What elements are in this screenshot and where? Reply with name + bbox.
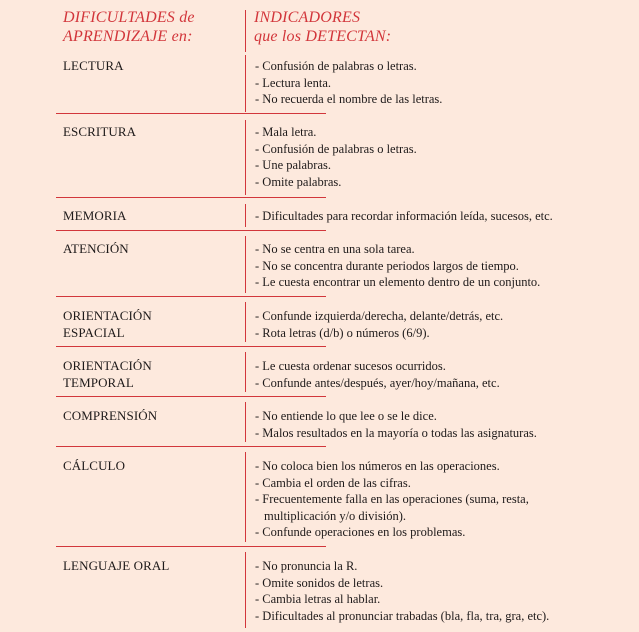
column-divider [245,10,246,52]
row-separator [56,230,326,231]
difficulty-label [63,458,238,475]
indicator-item: - Lectura lenta. [255,75,331,90]
row-separator [56,546,326,547]
indicator-item: - No se centra en una sola tarea. [255,242,415,256]
difficulty-label-line: ESCRITURA [63,124,137,139]
indicator-item: - Frecuentemente falla en las operaciones (suma, resta, [255,492,529,507]
indicator-item: - Cambia letras al hablar. [255,592,381,607]
column-divider [245,452,246,542]
column-divider [245,552,246,628]
indicator-item: - Rota letras (d/b) o números (6/9). [255,325,430,340]
column-divider [245,55,246,112]
indicator-item: - No entiende lo que lee o se le dice. [255,409,437,423]
indicator-item: - Confusión de palabras o letras. [255,141,417,156]
column-divider [245,236,246,293]
indicator-list [255,241,595,291]
difficulty-label [63,308,238,341]
difficulty-label-line: COMPRENSIÓN [63,408,158,423]
difficulty-label-line: LENGUAJE ORAL [63,558,170,573]
indicator-item: - Confunde operaciones en los problemas. [255,525,466,540]
row-separator [56,346,326,347]
indicator-item: - Une palabras. [255,158,332,173]
column-divider [245,302,246,342]
difficulty-label-line: CÁLCULO [63,458,126,473]
difficulty-label-line: ATENCIÓN [63,241,129,256]
indicator-item: - No pronuncia la R. [255,559,358,573]
indicator-list [255,358,595,391]
header-difficulties-line: APRENDIZAJE en: [63,28,193,45]
indicator-item: - No recuerda el nombre de las letras. [255,92,443,107]
indicator-item: - Confunde antes/después, ayer/hoy/mañana, etc. [255,375,500,390]
header-indicators [254,8,574,46]
column-divider [245,204,246,227]
indicator-item: - Malos resultados en la mayoría o todas las asignaturas. [255,425,537,440]
difficulty-label [63,124,238,141]
indicator-item: - Le cuesta encontrar un elemento dentro de un conjunto. [255,275,541,290]
difficulty-label-line: ORIENTACIÓN [63,358,152,373]
difficulty-label-line: MEMORIA [63,208,127,223]
indicator-item: - Mala letra. [255,125,317,139]
row-separator [56,113,326,114]
difficulty-label [63,408,238,425]
indicator-item: - Omite sonidos de letras. [255,575,384,590]
indicator-item: - Cambia el orden de las cifras. [255,475,411,490]
indicator-item: - Confusión de palabras o letras. [255,59,417,73]
column-divider [245,352,246,392]
indicator-list [255,408,595,441]
difficulty-label [63,241,238,258]
row-separator [56,396,326,397]
column-divider [245,120,246,195]
indicator-item-continuation: multiplicación y/o división). [264,508,406,523]
header-indicators-line: INDICADORES [254,9,361,26]
difficulty-label-line: ESPACIAL [63,324,125,340]
indicator-item: - No coloca bien los números en las operaciones. [255,459,500,473]
difficulty-label [63,58,238,75]
indicator-list [255,208,595,225]
table-header [0,8,639,54]
indicator-list [255,124,595,190]
difficulty-label-line: ORIENTACIÓN [63,308,152,323]
indicator-item: - Confunde izquierda/derecha, delante/detrás, etc. [255,309,504,323]
header-difficulties [63,8,238,46]
difficulty-label [63,208,238,225]
difficulty-label [63,358,238,391]
indicator-list [255,58,595,108]
indicator-item: - Dificultades para recordar información leída, sucesos, etc. [255,209,553,223]
header-difficulties-line: DIFICULTADES de [63,9,195,26]
indicator-item: - Dificultades al pronunciar trabadas (bla, fla, tra, gra, etc). [255,608,550,623]
difficulty-label-line: TEMPORAL [63,374,134,390]
indicator-item: - No se concentra durante periodos largos de tiempo. [255,258,519,273]
indicator-list [255,308,595,341]
indicator-item: - Le cuesta ordenar sucesos ocurridos. [255,359,446,373]
difficulty-label [63,558,238,575]
indicator-list [255,558,595,624]
row-separator [56,197,326,198]
difficulty-label-line: LECTURA [63,58,124,73]
header-indicators-line: que los DETECTAN: [254,28,392,45]
row-separator [56,296,326,297]
row-separator [56,446,326,447]
indicator-list [255,458,595,541]
column-divider [245,402,246,442]
indicator-item: - Omite palabras. [255,174,342,189]
